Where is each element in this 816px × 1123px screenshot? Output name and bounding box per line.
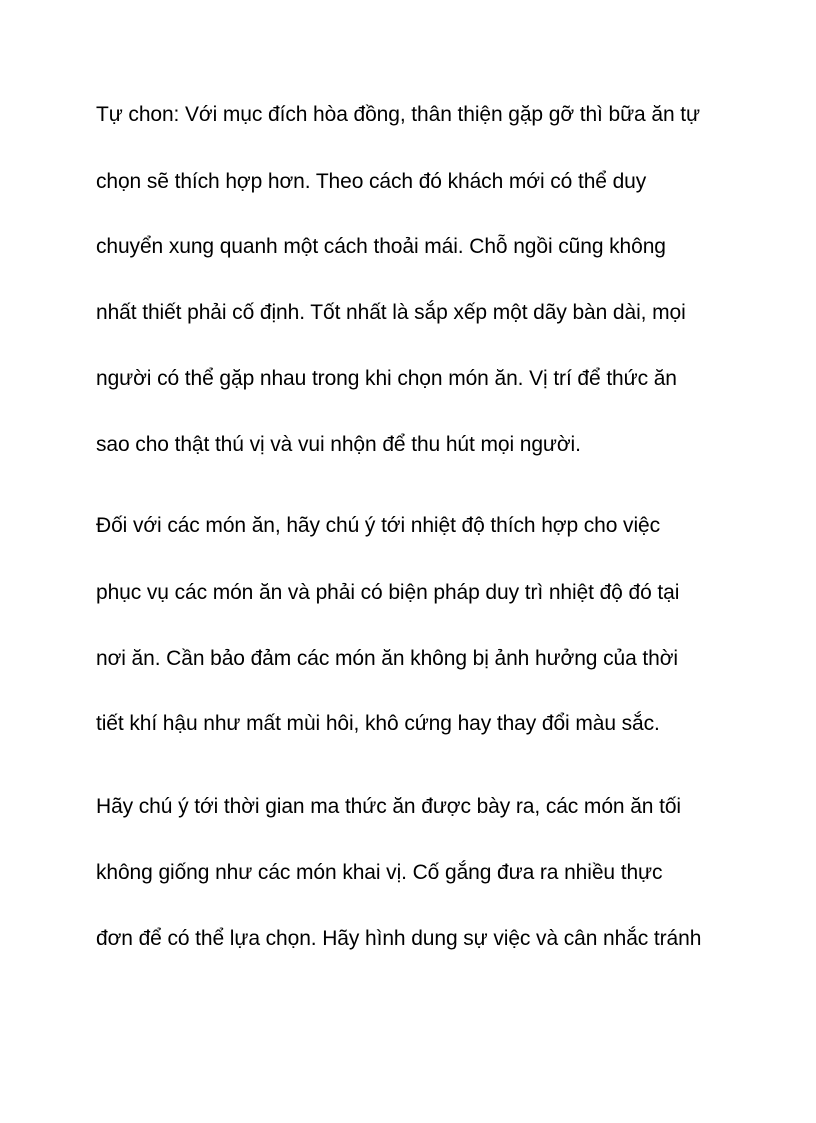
text-line: Đối với các món ăn, hãy chú ý tới nhiệt độ thích hợp cho việc bbox=[96, 514, 660, 537]
text-line: Hãy chú ý tới thời gian ma thức ăn được bày ra, các món ăn tối bbox=[96, 795, 681, 818]
text-line: người có thể gặp nhau trong khi chọn món ăn. Vị trí để thức ăn bbox=[96, 367, 677, 390]
text-line: sao cho thật thú vị và vui nhộn để thu hút mọi người. bbox=[96, 433, 581, 456]
text-line: phục vụ các món ăn và phải có biện pháp duy trì nhiệt độ đó tại bbox=[96, 581, 680, 604]
text-line: chuyển xung quanh một cách thoải mái. Chỗ ngồi cũng không bbox=[96, 235, 666, 258]
text-line: Tự chon: Với mục đích hòa đồng, thân thiện gặp gỡ thì bữa ăn tự bbox=[96, 103, 700, 126]
text-line: đơn để có thể lựa chọn. Hãy hình dung sự việc và cân nhắc tránh bbox=[96, 927, 702, 950]
text-line: nơi ăn. Cần bảo đảm các món ăn không bị ảnh hưởng của thời bbox=[96, 647, 678, 670]
text-line: nhất thiết phải cố định. Tốt nhất là sắp xếp một dãy bàn dài, mọi bbox=[96, 301, 686, 324]
text-line: không giống như các món khai vị. Cố gắng đưa ra nhiều thực bbox=[96, 861, 663, 884]
text-line: tiết khí hậu như mất mùi hôi, khô cứng hay thay đổi màu sắc. bbox=[96, 712, 660, 735]
text-line: chọn sẽ thích hợp hơn. Theo cách đó khách mới có thể duy bbox=[96, 170, 647, 193]
